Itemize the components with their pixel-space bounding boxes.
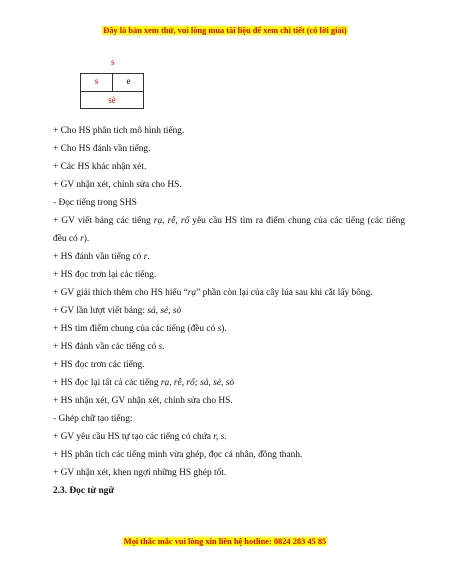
text-line: + HS nhận xét, GV nhận xét, chỉnh sửa cho HS. [53, 396, 233, 406]
section-heading: 2.3. Đọc từ ngữ [53, 486, 114, 496]
document-body [53, 122, 405, 500]
text-line: + HS đọc lại tất cả các tiếng rạ, rễ, rổ; sả, sẻ, sò [53, 378, 235, 388]
syllable-model-table [80, 73, 144, 109]
text-line: + GV giải thích thêm cho HS hiểu “rạ” phần còn lại của cây lúa sau khi cắt lấy bông. [53, 288, 373, 298]
text-line: - Đọc tiếng trong SHS [53, 198, 137, 208]
text-line: + GV lần lượt viết bảng: sả, sẻ, sò [53, 306, 182, 316]
text-line: + HS đánh vần các tiếng có s. [53, 342, 165, 352]
text-line: + Các HS khác nhận xét. [53, 162, 147, 172]
text-line: + HS đánh vần tiếng có r. [53, 252, 150, 262]
text-line: + GV viết bảng các tiếng rạ, rễ, rổ yêu cầu HS tìm ra điểm chung của các tiếng (các tiếng đều có r). [53, 216, 406, 244]
model-cell-word: sè [108, 95, 116, 105]
text-line: + HS phân tích các tiếng mình vừa ghép, đọc cá nhân, đồng thanh. [53, 450, 303, 460]
text-line: + GV nhận xét, chỉnh sửa cho HS. [53, 180, 182, 190]
hotline-banner-text: Mọi thắc mắc vui lòng xin liên hệ hotline: 0824 283 45 85 [123, 537, 327, 546]
text-line: + GV yêu cầu HS tự tạo các tiếng có chứa r, s. [53, 432, 227, 442]
text-line: - Ghép chữ tạo tiếng: [53, 414, 133, 424]
model-cell-rhyme: e [126, 76, 131, 86]
hotline-banner [0, 537, 450, 546]
model-top-letter: s [111, 57, 115, 67]
text-line: + HS đọc trơn lại các tiếng. [53, 270, 157, 280]
text-line: + HS tìm điểm chung của các tiếng (đều có s). [53, 324, 227, 334]
preview-banner [0, 26, 450, 35]
text-line: + Cho HS đánh vần tiếng. [53, 144, 151, 154]
preview-banner-text: Đây là bản xem thử, vui lòng mua tài liệu để xem chi tiết (có lời giải) [103, 26, 347, 35]
model-cell-onset: s [94, 76, 99, 86]
text-line: + GV nhận xét, khen ngợi những HS ghép tốt. [53, 468, 227, 478]
text-line: + HS đọc trơn các tiếng. [53, 360, 145, 370]
text-line: + Cho HS phân tích mô hình tiếng. [53, 126, 185, 136]
